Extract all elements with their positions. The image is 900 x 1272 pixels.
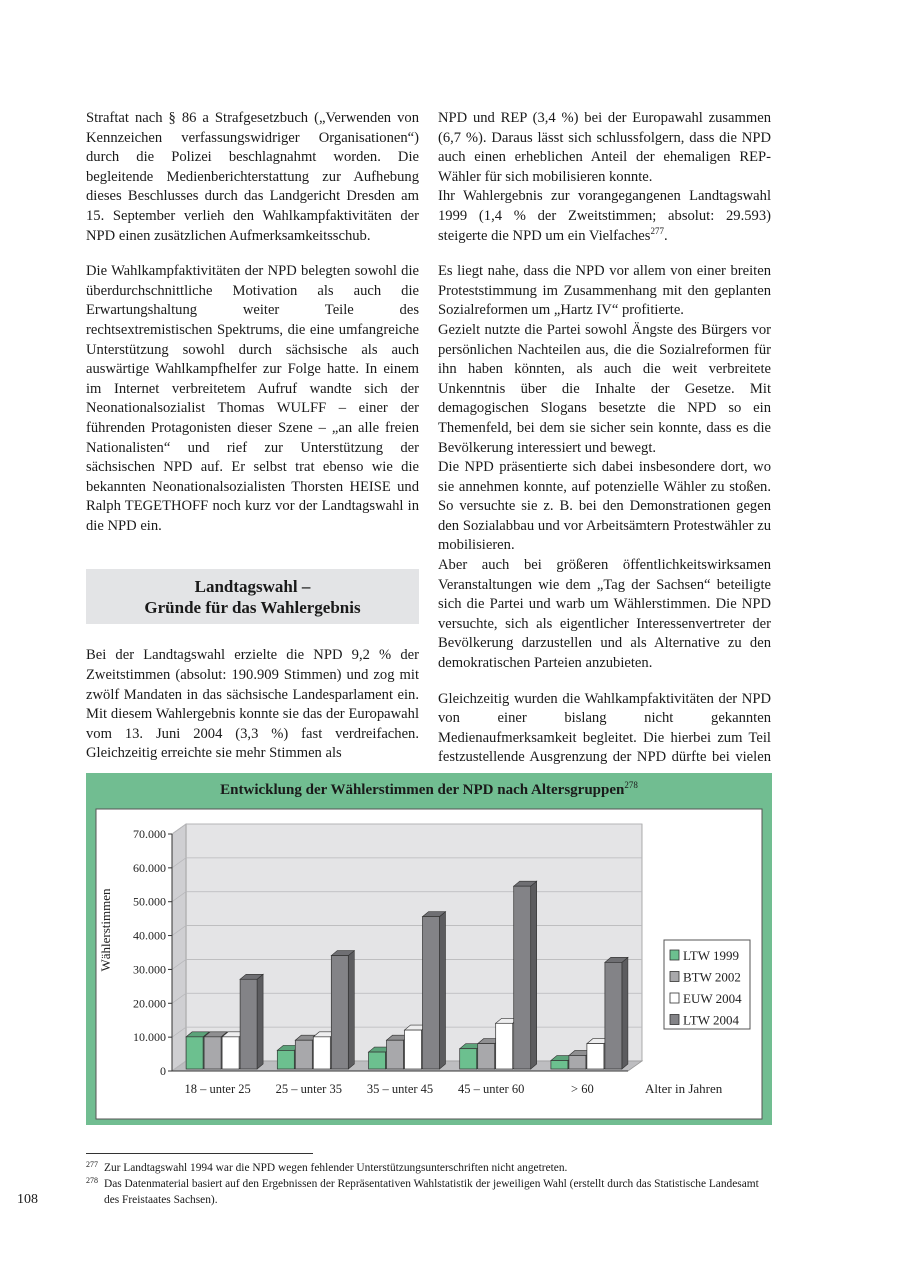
paragraph: Aber auch bei größeren öffentlichkeitswirksamen Veranstaltungen wie dem „Tag der Sachsen“ beteiligte sich die Partei und warb um Wählerstimmen. Die NPD versuchte, sich als eigentlicher Interessenvertreter der Bevölkerung darzustellen und als Alternative zu den demokratischen Parteien anzubieten.: [438, 557, 771, 672]
section-heading: [86, 569, 419, 624]
y-tick-label: 50.000: [133, 894, 166, 909]
bar: [423, 917, 440, 1069]
y-tick-label: 20.000: [133, 996, 166, 1011]
bar-side: [440, 912, 446, 1069]
paragraph-punctuation: .: [663, 227, 668, 244]
paragraph: Die NPD präsentierte sich dabei insbesondere dort, wo sie annehmen konnte, auf potenzielle Wähler zu stoßen. So versuchte sie z. B. bei den Demonstrationen gegen den Sozialabbau und vor Arbeitsämtern Protestwähler zu mobilisieren.: [438, 459, 771, 554]
left-column: [86, 109, 419, 764]
footnotes: [86, 1153, 772, 1208]
bar: [478, 1044, 495, 1069]
footnote-text: Das Datenmaterial basiert auf den Ergebnissen der Repräsentativen Wahlstatistik der jeweiligen Wahl (erstellt durch das Statistische Landesamt des Freistaates Sachsen).: [104, 1178, 759, 1206]
legend-swatch: [670, 972, 679, 982]
bar: [313, 1037, 330, 1069]
legend-label: LTW 2004: [683, 1012, 739, 1028]
bar-side: [531, 881, 537, 1069]
footnote-divider: [86, 1153, 313, 1154]
bar: [277, 1050, 294, 1069]
bar: [387, 1040, 404, 1069]
footnote-text: Zur Landtagswahl 1994 war die NPD wegen fehlender Unterstützungsunterschriften nicht angetreten.: [104, 1162, 568, 1174]
y-tick-label: 10.000: [133, 1030, 166, 1045]
paragraph: Es liegt nahe, dass die NPD vor allem von einer breiten Proteststimmung im Zusammenhang mit den geplanten Sozialreformen um „Hartz IV“ profitierte.: [438, 263, 771, 319]
bar-side: [622, 957, 628, 1069]
chart-panel: [86, 773, 772, 1125]
bar-side: [257, 974, 263, 1069]
paragraph: Gezielt nutzte die Partei sowohl Ängste des Bürgers vor persönlichen Nachteilen aus, die die Sozialreformen für ihn haben könnten, als auch die weit verbreitete Unkenntnis über die Inhalte der Gesetze. Mit demagogischen Slogans besetzte die NPD so ein Themenfeld, bei dem sie sicher sein konnte, dass es die Bevölkerung interessiert und bewegt.: [438, 321, 771, 456]
x-tick-label: 18 – unter 25: [184, 1082, 251, 1096]
y-tick-label: 0: [160, 1064, 166, 1078]
legend-label: LTW 1999: [683, 948, 739, 963]
y-tick-label: 60.000: [133, 860, 166, 875]
footnote-reference: 278: [624, 780, 638, 790]
x-tick-label: > 60: [571, 1082, 594, 1096]
bar-chart: [86, 773, 772, 1125]
bar: [514, 886, 531, 1069]
bar: [331, 956, 348, 1069]
legend-swatch: [670, 950, 679, 960]
y-tick-label: 30.000: [133, 962, 166, 977]
footnote-number: 277: [86, 1160, 98, 1169]
chart-side-wall: [172, 824, 186, 1071]
paragraph: Straftat nach § 86 a Strafgesetzbuch („Verwenden von Kennzeichen verfassungswidriger Organisationen“) durch die Polizei beschlagnahmt worden. Die begleitende Medienberichterstattung zur Aufhebung dieses Beschlusses durch das Landgericht Dresden am 15. September verlieh den Wahlkampfaktivitäten der NPD einen zusätzlichen Aufmerksamkeitsschub.: [86, 110, 419, 244]
bar: [405, 1030, 422, 1069]
bar: [369, 1052, 386, 1069]
x-tick-label: 45 – unter 60: [458, 1082, 525, 1096]
paragraph: Bei der Landtagswahl erzielte die NPD 9,2 % der Zweitstimmen (absolut: 190.909 Stimmen) und zog mit zwölf Mandaten in das sächsische Landesparlament ein. Mit diesem Wahlergebnis konnte sie das der Europawahl vom 13. Juni 2004 (3,3 %) fast verdreifachen. Gleichzeitig erreichte sie mehr Stimmen als: [86, 647, 419, 762]
y-tick-label: 70.000: [133, 827, 166, 841]
legend-swatch: [670, 993, 679, 1003]
paragraph: Gleichzeitig wurden die Wahlkampfaktivitäten der NPD von einer bislang nicht gekannten Medienaufmerksamkeit begleitet. Die hierbei zum Teil festzustellende Ausgrenzung der NPD dürfte bei vielen: [438, 690, 771, 766]
section-heading-line: Landtagswahl –: [194, 577, 311, 597]
bar: [605, 962, 622, 1069]
legend-swatch: [670, 1015, 679, 1025]
footnote-reference: 277: [650, 225, 664, 236]
footnote-number: 278: [86, 1176, 98, 1185]
bar: [551, 1061, 568, 1069]
page-number: 108: [17, 1192, 38, 1207]
bar: [204, 1037, 221, 1069]
y-axis-label: Wählerstimmen: [98, 888, 113, 972]
section-heading-line: Gründe für das Wahlergebnis: [144, 598, 361, 618]
footnote: [86, 1160, 772, 1176]
bar: [295, 1040, 312, 1069]
right-column: [438, 109, 771, 788]
bar: [587, 1044, 604, 1069]
bar: [240, 979, 257, 1069]
bar: [569, 1055, 586, 1069]
paragraph: [438, 187, 771, 246]
legend-label: BTW 2002: [683, 969, 741, 985]
paragraph: NPD und REP (3,4 %) bei der Europawahl zusammen (6,7 %). Daraus lässt sich schlussfolgern, dass die NPD auch einen erheblichen Anteil der ehemaligen REP-Wähler für sich mobilisieren konnte.: [438, 110, 771, 185]
chart-title-text: Entwicklung der Wählerstimmen der NPD nach Altersgruppen: [220, 782, 625, 798]
legend-label: EUW 2004: [683, 991, 742, 1006]
bar: [496, 1023, 513, 1069]
bar: [460, 1049, 477, 1069]
y-tick-label: 40.000: [133, 928, 166, 943]
paragraph-text: Ihr Wahlergebnis zur vorangegangenen Landtagswahl 1999 (1,4 % der Zweitstimmen; absolut: 29.593) steigerte die NPD um ein Vielfaches: [438, 188, 771, 244]
footnote: [86, 1176, 772, 1208]
bar-side: [348, 951, 354, 1069]
x-axis-label: Alter in Jahren: [645, 1081, 723, 1096]
x-tick-label: 25 – unter 35: [275, 1082, 342, 1096]
bar: [222, 1037, 239, 1069]
x-tick-label: 35 – unter 45: [366, 1082, 434, 1096]
bar: [186, 1037, 203, 1069]
paragraph: Die Wahlkampfaktivitäten der NPD belegten sowohl die überdurchschnittliche Motivation als auch die Erwartungshaltung weiter Teile des rechtsextremistischen Spektrums, die eine umfangreiche Unterstützung sowohl durch sächsische als auch auswärtige Wahlkampfhelfer zur Folge hatte. In einem im Internet verbreitetem Aufruf wandte sich der Neonationalsozialist Thomas WULFF – einer der führenden Protagonisten dieser Szene – „an alle freien Nationalisten“ und rief zur Unterstützung der sächsischen NPD auf. Er selbst trat ebenso wie die bekannten Neonationalsozialisten Thorsten HEISE und Ralph TEGETHOFF noch kurz vor der Landtagswahl in die NPD ein.: [86, 263, 419, 534]
